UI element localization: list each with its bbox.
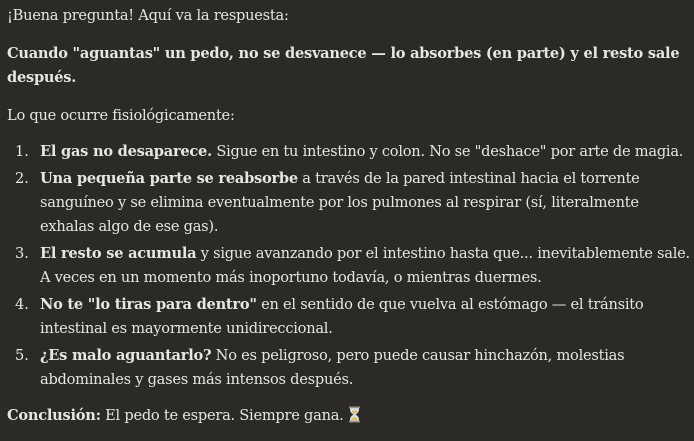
list-item	[7, 167, 691, 239]
list-item-text: Sigue en tu intestino y colon. No se "deshace" por arte de magia.	[211, 143, 684, 160]
list-item-text: a través de la pared intestinal hacia el torrente	[297, 170, 640, 187]
list-item-text: intestinal es mayormente unidireccional.	[40, 320, 333, 337]
subheading: Lo que ocurre fisiológicamente:	[7, 107, 235, 124]
list-number: 5.	[15, 347, 29, 364]
intro-text: ¡Buena pregunta! Aquí va la respuesta:	[7, 7, 289, 24]
numbered-list	[7, 140, 691, 392]
list-number: 4.	[15, 296, 29, 313]
list-number: 2.	[15, 170, 29, 187]
list-item	[7, 344, 691, 392]
list-item-text: abdominales y gases más intensos después.	[40, 371, 354, 388]
list-item-lead: El gas no desaparece.	[40, 143, 212, 160]
list-item-lead: El resto se acumula	[40, 245, 197, 262]
conclusion-text: El pedo te espera. Siempre gana.	[100, 407, 344, 424]
list-item-text: en el sentido de que vuelva al estómago — el tránsito	[256, 296, 644, 313]
list-item	[7, 293, 691, 341]
list-item-text: No es peligroso, pero puede causar hinchazón, molestias	[211, 347, 625, 364]
list-number: 1.	[15, 143, 29, 160]
list-item-text: A veces en un momento más inoportuno todavía, o mientras duermes.	[40, 269, 542, 286]
list-number: 3.	[15, 245, 29, 262]
list-item-text: exhalas algo de ese gas).	[40, 218, 219, 235]
list-item-text: sanguíneo y se elimina eventualmente por los pulmones al respirar (sí, literalmente	[40, 194, 639, 211]
list-item	[7, 242, 691, 290]
list-item-lead: ¿Es malo aguantarlo?	[40, 347, 212, 364]
list-item-text: y sigue avanzando por el intestino hasta que... inevitablemente sale.	[196, 245, 690, 262]
list-item	[7, 140, 691, 164]
list-item-lead: No te "lo tiras para dentro"	[40, 296, 257, 313]
conclusion	[7, 404, 691, 428]
conclusion-label: Conclusión:	[7, 407, 101, 424]
headline-line-1: Cuando "aguantas" un pedo, no se desvanece — lo absorbes (en parte) y el resto sale	[7, 45, 680, 62]
headline	[7, 42, 691, 90]
hourglass-icon	[348, 406, 361, 423]
list-item-lead: Una pequeña parte se reabsorbe	[40, 170, 298, 187]
assistant-message	[7, 4, 691, 428]
headline-line-2: después.	[7, 69, 77, 86]
